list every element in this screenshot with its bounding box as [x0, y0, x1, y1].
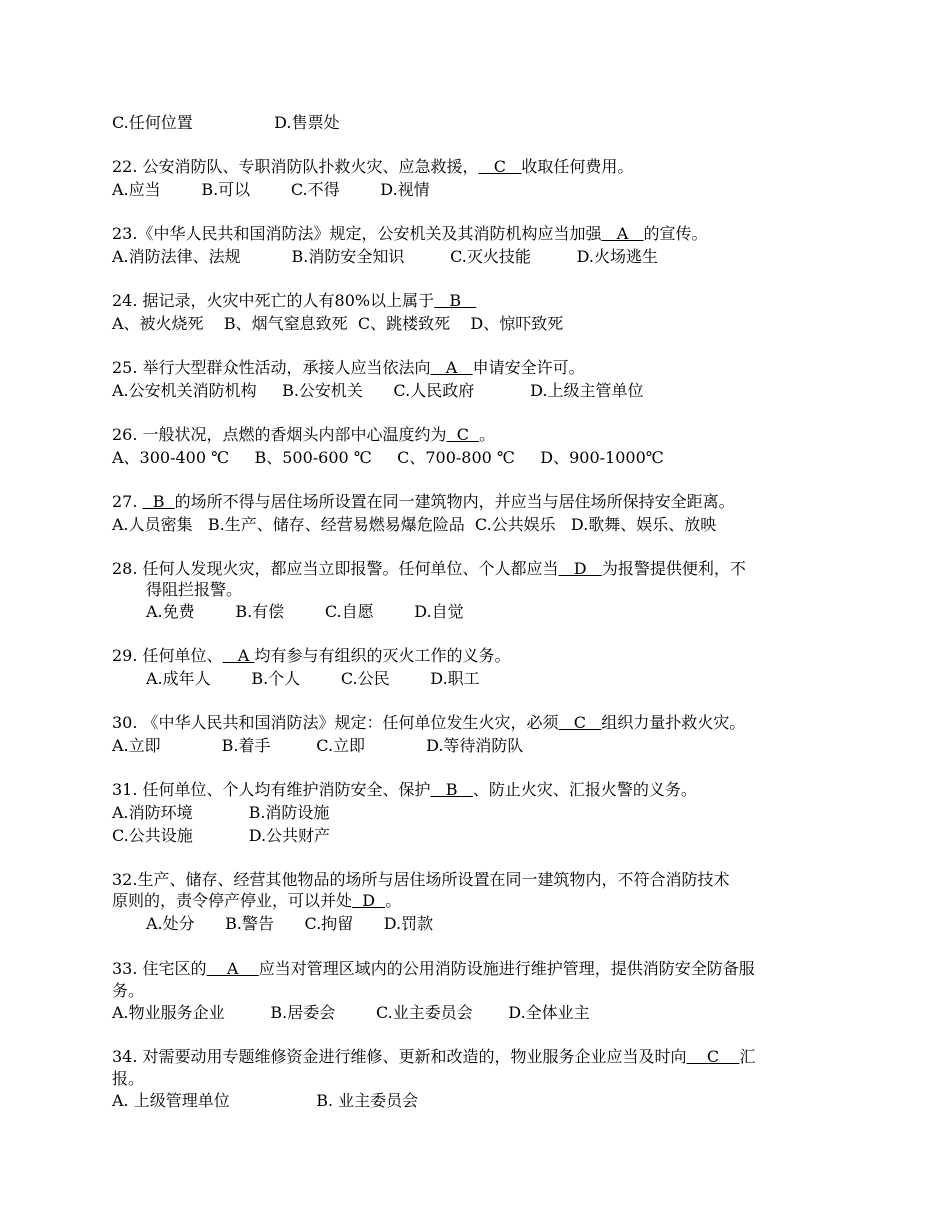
- text-run: 汇: [739, 1047, 756, 1066]
- text-run: A.成年人 B.个人 C.公民 D.职工: [146, 669, 480, 688]
- text-run: 33. 住宅区的: [112, 959, 207, 978]
- answer-blank: A: [206, 959, 259, 978]
- text-line: [112, 381, 643, 401]
- answer-blank: B: [142, 492, 175, 511]
- text-line: [112, 492, 735, 512]
- text-line: [146, 580, 242, 600]
- text-run: 27.: [112, 492, 143, 511]
- text-line: [112, 157, 633, 177]
- text-run: A.应当 B.可以 C.不得 D.视情: [112, 180, 430, 199]
- text-run: 23.《中华人民共和国消防法》规定，公安机关及其消防机构应当加强: [112, 224, 602, 243]
- text-run: A.免费 B.有偿 C.自愿 D.自觉: [146, 602, 464, 621]
- text-run: 28. 任何人发现火灾，都应当立即报警。任何单位、个人都应当: [112, 559, 559, 578]
- text-run: A、300-400 ℃ B、500-600 ℃ C、700-800 ℃ D、900-1000℃: [112, 448, 664, 467]
- text-run: 34. 对需要动用专题维修资金进行维修、更新和改造的，物业服务企业应当及时向: [112, 1047, 687, 1066]
- text-line: [112, 1047, 756, 1067]
- text-run: 务。: [112, 981, 145, 1000]
- text-line: [112, 291, 476, 311]
- text-line: [112, 981, 144, 1001]
- answer-blank: C: [446, 425, 480, 444]
- text-run: 申请安全许可。: [472, 358, 585, 377]
- text-run: C.任何位置 D.售票处: [112, 113, 340, 132]
- text-run: 26. 一般状况，点燃的香烟头内部中心温度约为: [112, 425, 447, 444]
- text-run: 31. 任何单位、个人均有维护消防安全、保护: [112, 780, 431, 799]
- text-run: 的宣传。: [643, 224, 708, 243]
- text-run: 报。: [112, 1069, 145, 1088]
- answer-blank: A: [222, 646, 255, 665]
- text-line: [146, 914, 433, 934]
- text-line: [112, 959, 755, 979]
- text-run: 、防止火灾、汇报火警的义务。: [472, 780, 697, 799]
- text-line: [112, 247, 658, 267]
- text-run: 为报警提供便利，不: [601, 559, 746, 578]
- text-line: [146, 602, 464, 622]
- text-run: A. 上级管理单位 B. 业主委员会: [112, 1091, 419, 1110]
- text-run: 收取任何费用。: [521, 157, 634, 176]
- text-run: A.消防环境 B.消防设施: [112, 803, 330, 822]
- text-run: 22. 公安消防队、专职消防队扑救火灾、应急救援，: [112, 157, 479, 176]
- text-run: C.公共设施 D.公共财产: [112, 826, 331, 845]
- answer-blank: A: [430, 358, 473, 377]
- text-run: 24. 据记录，火灾中死亡的人有80%以上属于: [112, 291, 435, 310]
- answer-blank: C: [558, 713, 602, 732]
- text-run: 25. 举行大型群众性活动，承接人应当依法向: [112, 358, 431, 377]
- answer-blank: C: [478, 157, 522, 176]
- text-line: [112, 224, 708, 244]
- text-run: A、被火烧死 B、烟气窒息致死 C、跳楼致死 D、惊吓致死: [112, 314, 564, 333]
- text-line: [112, 646, 510, 666]
- text-run: A.人员密集 B.生产、储存、经营易燃易爆危险品 C.公共娱乐 D.歌舞、娱乐、放映: [112, 515, 717, 534]
- text-run: A.物业服务企业 B.居委会 C.业主委员会 D.全体业主: [112, 1003, 590, 1022]
- text-line: [112, 780, 697, 800]
- text-line: [112, 1069, 144, 1089]
- text-line: [112, 870, 729, 890]
- text-line: [112, 515, 716, 535]
- text-run: 的场所不得与居住场所设置在同一建筑物内，并应当与居住场所保持安全距离。: [174, 492, 735, 511]
- text-line: [112, 425, 495, 445]
- text-line: [112, 559, 746, 579]
- text-line: [112, 448, 664, 468]
- text-line: [112, 180, 430, 200]
- text-run: 30. 《中华人民共和国消防法》规定：任何单位发生火灾，必须: [112, 713, 559, 732]
- text-line: [112, 314, 563, 334]
- text-line: [112, 358, 585, 378]
- text-run: 得阻拦报警。: [146, 580, 243, 599]
- answer-blank: B: [430, 780, 473, 799]
- text-line: [112, 1091, 418, 1111]
- text-run: A.公安机关消防机构 B.公安机关 C.人民政府 D.上级主管单位: [112, 381, 644, 400]
- text-run: 29. 任何单位、: [112, 646, 223, 665]
- text-line: [112, 826, 330, 846]
- text-line: [112, 113, 339, 133]
- text-run: A.立即 B.着手 C.立即 D.等待消防队: [112, 736, 524, 755]
- answer-blank: D: [558, 559, 602, 578]
- text-run: A.消防法律、法规 B.消防安全知识 C.灭火技能 D.火场逃生: [112, 247, 658, 266]
- text-run: 。: [479, 425, 496, 444]
- text-line: [112, 803, 329, 823]
- text-run: 均有参与有组织的灭火工作的义务。: [254, 646, 511, 665]
- text-run: 。: [385, 891, 402, 910]
- text-run: 原则的，责令停产停业，可以并处: [112, 891, 353, 910]
- answer-blank: D: [352, 891, 386, 910]
- text-line: [112, 1003, 590, 1023]
- answer-blank: A: [601, 224, 644, 243]
- text-line: [112, 891, 401, 911]
- text-run: 应当对管理区域内的公用消防设施进行维护管理，提供消防安全防备服: [258, 959, 755, 978]
- text-run: 组织力量扑救火灾。: [601, 713, 746, 732]
- answer-blank: C: [686, 1047, 740, 1066]
- text-line: [146, 669, 480, 689]
- text-run: A.处分 B.警告 C.拘留 D.罚款: [146, 914, 434, 933]
- answer-blank: B: [434, 291, 477, 310]
- text-run: 32.生产、储存、经营其他物品的场所与居住场所设置在同一建筑物内，不符合消防技术: [112, 870, 730, 889]
- text-line: [112, 736, 523, 756]
- text-line: [112, 713, 745, 733]
